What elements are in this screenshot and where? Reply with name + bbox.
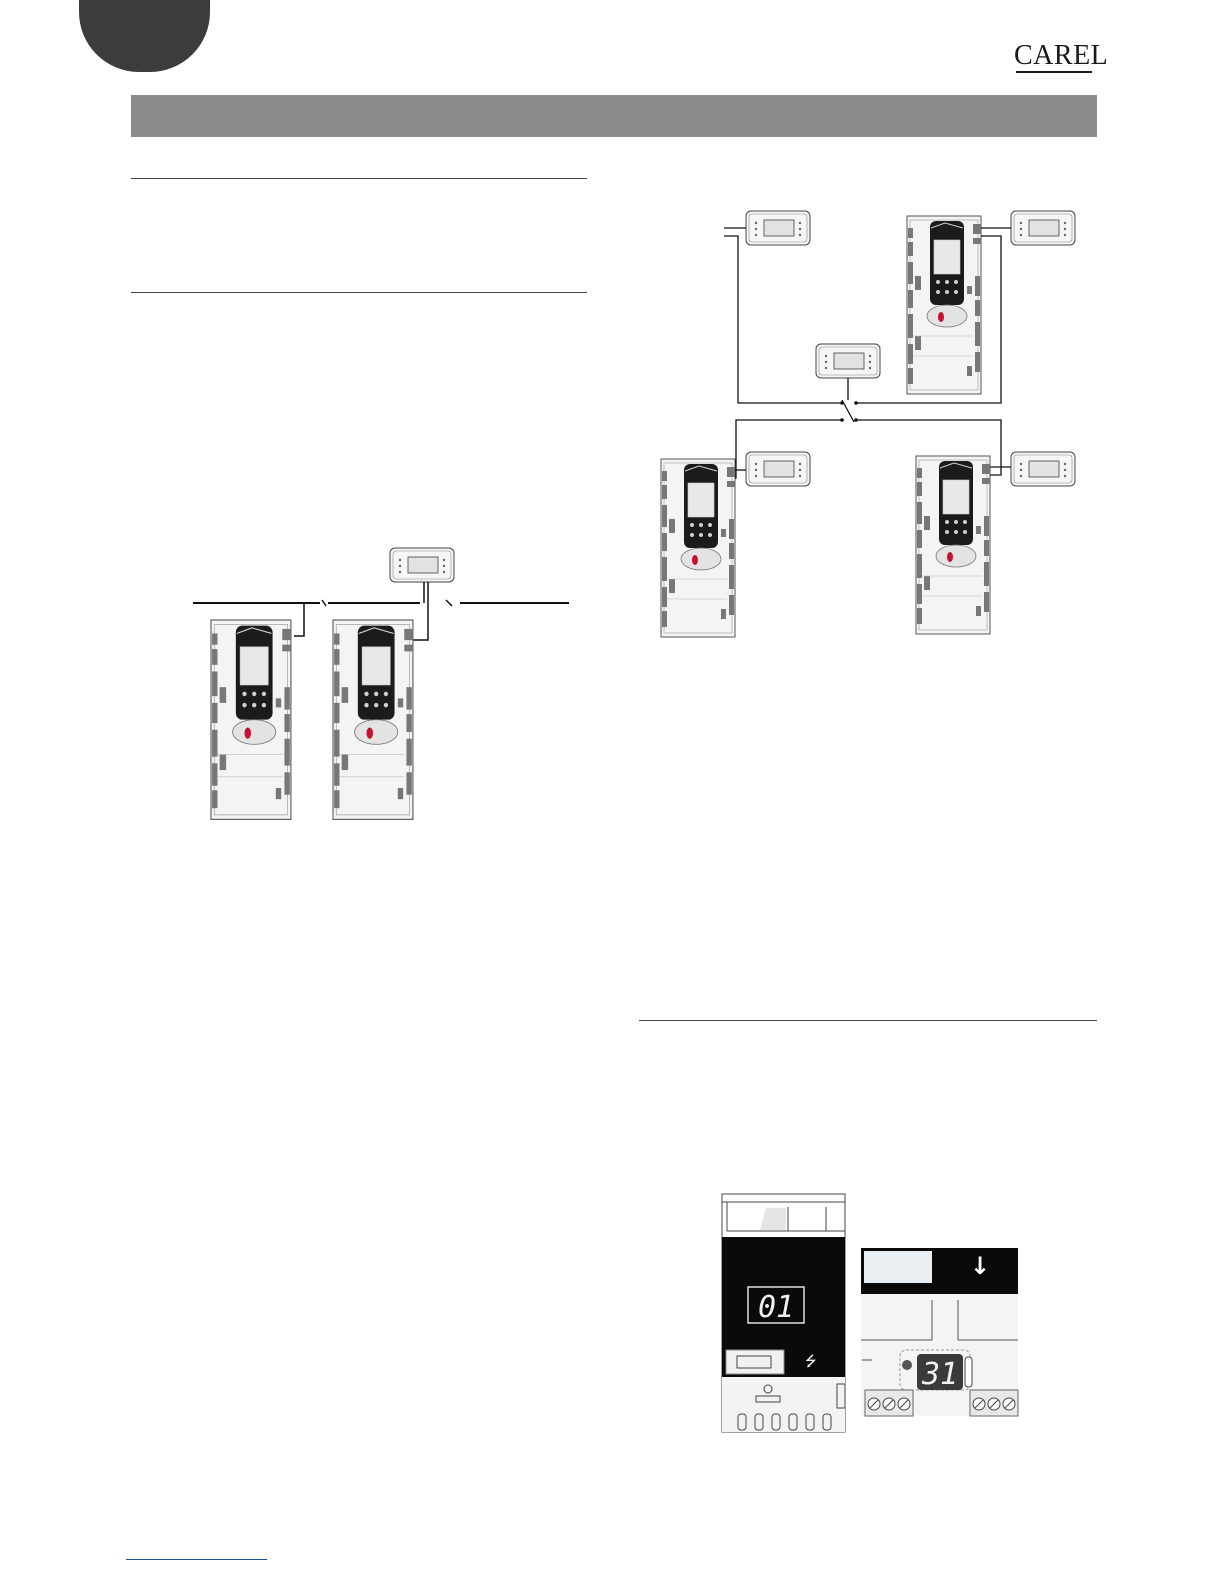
address-display-left-digits: 01 — [757, 1290, 795, 1325]
left-network-diagram — [193, 548, 569, 819]
address-display-right-digits: 31 — [921, 1357, 959, 1392]
right-network-diagram — [661, 211, 1224, 637]
address-display-right — [861, 1248, 1018, 1416]
carel-logo: CAREL — [1014, 40, 1109, 71]
svg-text:⭍: ⭍ — [805, 1354, 817, 1370]
address-display-left — [722, 1194, 845, 1432]
svg-text:↓: ↓ — [969, 1252, 991, 1280]
